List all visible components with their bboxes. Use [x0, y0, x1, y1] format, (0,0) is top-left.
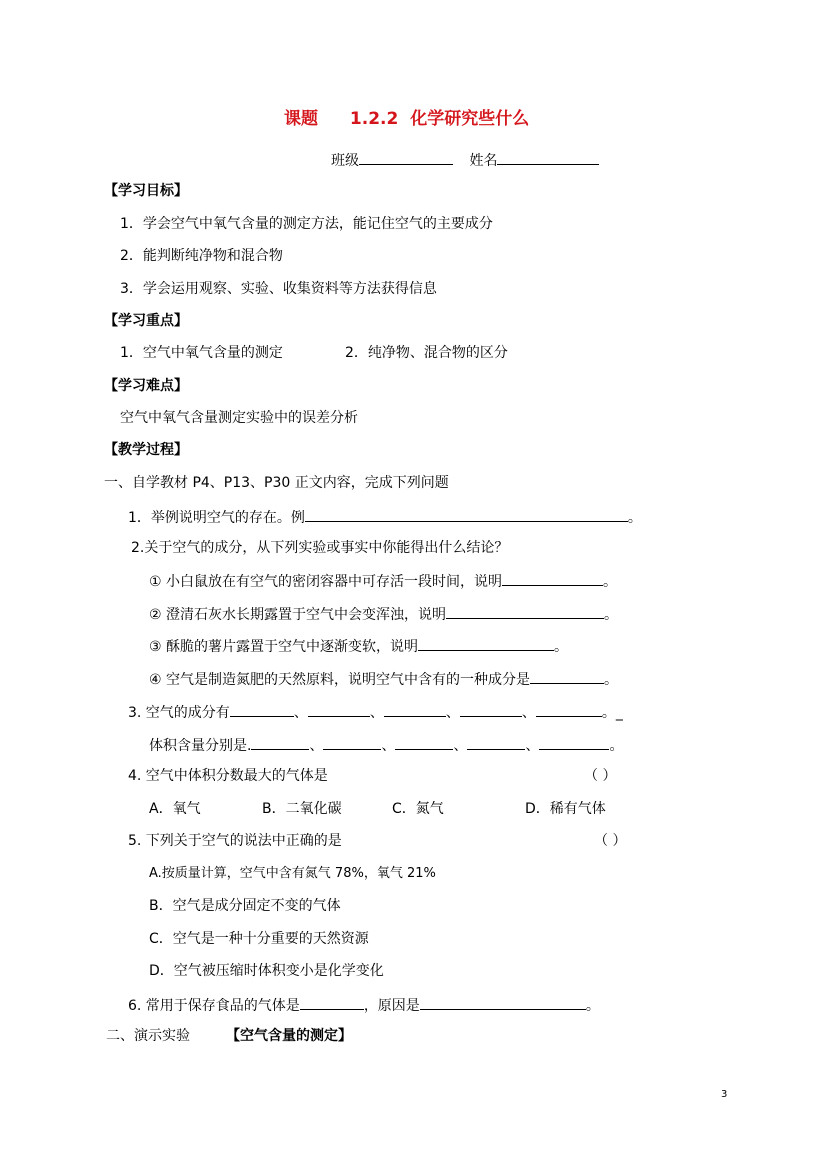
question-2: 2.关于空气的成分，从下列实验或事实中你能得出什么结论？ — [131, 540, 509, 556]
focus-item: 1．空气中氧气含量的测定 — [120, 345, 283, 361]
question-1 — [128, 506, 642, 528]
question-5: 5. 下列关于空气的说法中正确的是 — [128, 833, 342, 849]
sub-question — [149, 570, 617, 592]
sub-question — [149, 635, 568, 657]
answer-blank[interactable] — [530, 668, 604, 684]
question-6 — [128, 994, 600, 1016]
answer-blank[interactable] — [418, 635, 554, 651]
answer-blank[interactable] — [323, 734, 381, 750]
option-c: C．空气是一种十分重要的天然资源 — [149, 931, 369, 947]
answer-paren[interactable]: （ ） — [594, 833, 627, 849]
title-number: 1.2.2 — [349, 109, 399, 129]
punct: 。 — [627, 510, 642, 526]
answer-blank[interactable] — [230, 701, 294, 717]
page-number: 3 — [721, 1089, 728, 1100]
option-b: B．二氧化碳 — [262, 801, 342, 817]
question-text: 3. 空气的成分有 — [128, 705, 230, 721]
tail-mark: _ — [615, 705, 623, 721]
separator: 、 — [369, 705, 384, 721]
process-heading: 【教学过程】 — [104, 442, 188, 458]
separator: 、 — [521, 705, 536, 721]
answer-blank[interactable] — [300, 994, 364, 1010]
answer-blank[interactable] — [395, 734, 453, 750]
title-text: 化学研究些什么 — [410, 109, 530, 129]
class-label: 班级 — [331, 153, 359, 169]
sub-question — [149, 668, 618, 690]
question-text: 1．举例说明空气的存在。例 — [128, 510, 305, 526]
punct: 。 — [585, 998, 600, 1014]
punct: 。 — [601, 705, 616, 721]
punct: 。 — [554, 639, 568, 655]
answer-blank[interactable] — [536, 701, 602, 717]
punct: 。 — [604, 672, 618, 688]
answer-blank[interactable] — [308, 701, 370, 717]
separator: 、 — [309, 738, 324, 754]
page-title — [284, 109, 529, 129]
option-a: A.按质量计算，空气中含有氮气 78%，氧气 21% — [149, 866, 436, 881]
answer-blank[interactable] — [460, 701, 522, 717]
answer-blank[interactable] — [446, 603, 604, 619]
question-3-line2: 体积含量分别是. 、 、 、 、 。 — [149, 734, 623, 756]
question-text: ，原因是 — [363, 998, 420, 1014]
name-blank[interactable] — [497, 149, 599, 165]
student-info-line — [331, 149, 599, 171]
option-b: B．空气是成分固定不变的气体 — [149, 898, 341, 914]
class-blank[interactable] — [359, 149, 453, 165]
question-text: 体积含量分别是 — [149, 738, 247, 754]
section-two-tag: 【空气含量的测定】 — [226, 1028, 352, 1044]
separator: 、 — [381, 738, 396, 754]
sub-question-text: ④ 空气是制造氮肥的天然原料，说明空气中含有的一种成分是 — [149, 672, 530, 688]
answer-paren[interactable]: （ ） — [584, 768, 617, 784]
goals-heading: 【学习目标】 — [104, 183, 188, 199]
answer-blank[interactable] — [539, 734, 609, 750]
difficulty-heading: 【学习难点】 — [104, 378, 188, 394]
sub-question-text: ② 澄清石灰水长期露置于空气中会变浑浊，说明 — [149, 607, 446, 623]
title-prefix: 课题 — [284, 109, 318, 129]
option-a: A．氧气 — [149, 801, 201, 817]
section-two-title: 二、演示实验 — [106, 1028, 190, 1044]
separator: 、 — [293, 705, 308, 721]
separator: 、 — [445, 705, 460, 721]
answer-blank[interactable] — [502, 570, 603, 586]
sub-question — [149, 603, 618, 625]
punct: 。 — [603, 574, 617, 590]
option-d: D．空气被压缩时体积变小是化学变化 — [149, 963, 384, 979]
answer-blank[interactable] — [384, 701, 446, 717]
answer-blank[interactable] — [305, 506, 628, 522]
separator: 、 — [453, 738, 468, 754]
name-label: 姓名 — [469, 153, 498, 169]
focus-item: 2．纯净物、混合物的区分 — [345, 345, 508, 361]
option-c: C．氮气 — [392, 801, 444, 817]
goal-item: 2．能判断纯净物和混合物 — [120, 248, 283, 264]
punct: 。 — [604, 607, 618, 623]
focus-heading: 【学习重点】 — [104, 313, 188, 329]
punct: 。 — [609, 738, 624, 754]
sub-question-text: ③ 酥脆的薯片露置于空气中逐渐变软，说明 — [149, 639, 418, 655]
answer-blank[interactable] — [467, 734, 525, 750]
answer-blank[interactable] — [251, 734, 309, 750]
question-text: 6. 常用于保存食品的气体是 — [128, 998, 300, 1014]
question-4: 4. 空气中体积分数最大的气体是 — [128, 768, 328, 784]
separator: 、 — [525, 738, 540, 754]
answer-blank[interactable] — [420, 994, 586, 1010]
sub-question-text: ① 小白鼠放在有空气的密闭容器中可存活一段时间，说明 — [149, 574, 502, 590]
option-d: D．稀有气体 — [525, 801, 606, 817]
difficulty-text: 空气中氧气含量测定实验中的误差分析 — [120, 410, 358, 426]
goal-item: 1．学会空气中氧气含量的测定方法，能记住空气的主要成分 — [120, 216, 493, 232]
goal-item: 3．学会运用观察、实验、收集资料等方法获得信息 — [120, 281, 437, 297]
section-one-title: 一、自学教材 P4、P13、P30 正文内容，完成下列问题 — [104, 475, 449, 491]
question-3-line1 — [128, 701, 623, 723]
